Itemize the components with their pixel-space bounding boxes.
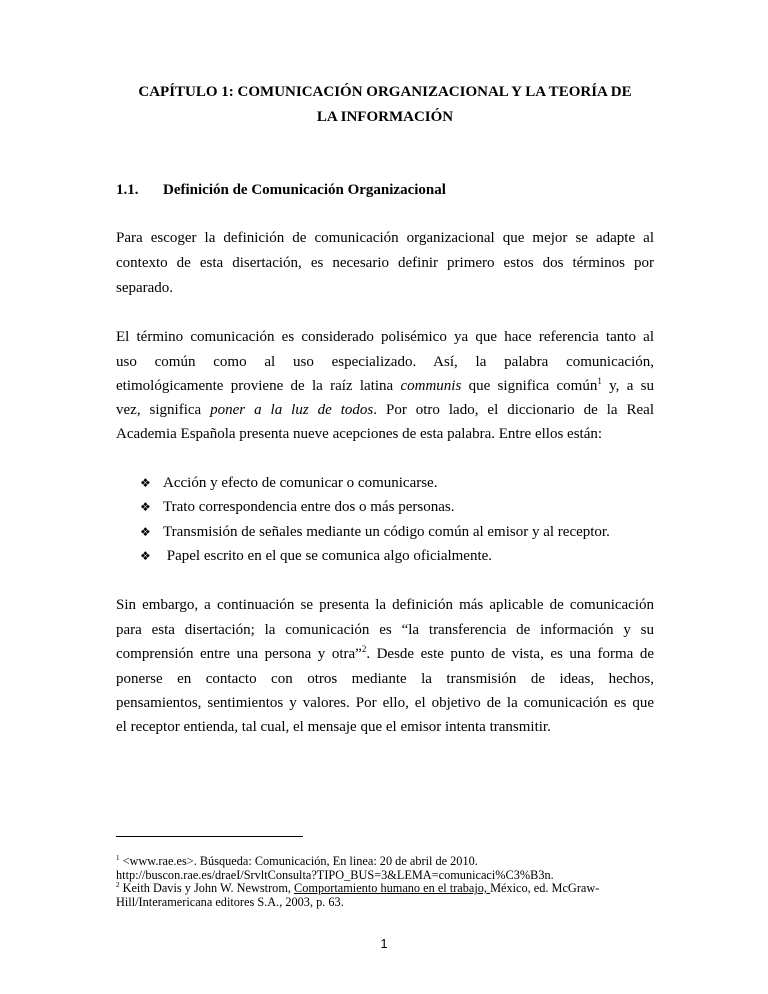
paragraph-line: ponerse en contacto con otros mediante la transmisión de ideas, hechos, [116, 671, 654, 687]
diamond-bullet-icon: ❖ [140, 500, 151, 514]
footnote-ref[interactable]: 1 [597, 376, 602, 386]
footnote-url[interactable]: http://buscon.rae.es/draeI/SrvltConsulta?TIPO_BUS=3&LEMA=comunicaci%C3%B3n. [116, 867, 554, 882]
list-item [140, 495, 454, 519]
italic-phrase: poner a la luz de todos [210, 402, 374, 418]
diamond-bullet-icon: ❖ [140, 476, 151, 490]
book-title: Comportamiento humano en el trabajo, [294, 881, 491, 895]
paragraph-line: uso común como al uso especializado. Así, la palabra comunicación, [116, 354, 654, 370]
footnote-separator [116, 836, 303, 837]
section-title: Definición de Comunicación Organizacional [163, 182, 446, 198]
footnote-1 [116, 855, 554, 882]
list-item-text: Transmisión de señales mediante un código común al emisor y al receptor. [163, 524, 610, 540]
paragraph-line: para esta disertación; la comunicación es “la transferencia de información y su [116, 622, 654, 638]
section-heading [116, 178, 654, 202]
paragraph-line [116, 374, 654, 398]
diamond-bullet-icon: ❖ [140, 525, 151, 539]
text: etimológicamente proviene de la raíz latina [116, 378, 401, 394]
list-item [140, 471, 437, 495]
latin-term: communis [400, 378, 462, 394]
list-item-text: Papel escrito en el que se comunica algo oficialmente. [163, 548, 493, 564]
paragraph-line: separado. [116, 280, 174, 296]
paragraph-line: contexto de esta disertación, es necesario definir primero estos dos términos por [116, 255, 654, 271]
paragraph-line: pensamientos, sentimientos y valores. Por ello, el objetivo de la comunicación es que [116, 695, 654, 711]
list-item-text: Acción y efecto de comunicar o comunicarse. [163, 475, 438, 491]
text: que significa común [461, 378, 598, 394]
footnote-number: 1 [116, 854, 120, 862]
chapter-title-line2: LA INFORMACIÓN [316, 109, 454, 125]
text: . Por otro lado, el diccionario de la Real [373, 402, 655, 418]
paragraph-line [116, 642, 654, 666]
footnote-2 [116, 882, 599, 909]
list-item [140, 520, 610, 544]
page-number: 1 [380, 936, 388, 951]
text: <www.rae.es>. Búsqueda: Comunicación, En linea: 20 de abril de 2010. [119, 854, 478, 868]
paragraph-line [116, 398, 654, 422]
paragraph-line: Academia Española presenta nueve acepciones de esta palabra. Entre ellos están: [116, 426, 603, 442]
section-number: 1.1. [116, 182, 139, 198]
paragraph-line: Sin embargo, a continuación se presenta la definición más aplicable de comunicación [116, 597, 654, 613]
paragraph-line: Para escoger la definición de comunicación organizacional que mejor se adapte al [116, 230, 654, 246]
diamond-bullet-icon: ❖ [140, 549, 151, 563]
text: y, a su [601, 378, 654, 394]
paragraph-line: el receptor entienda, tal cual, el mensaje que el emisor intenta transmitir. [116, 719, 551, 735]
text: México, ed. McGraw- [490, 881, 600, 895]
text: Hill/Interamericana editores S.A., 2003, p. 63. [116, 894, 344, 909]
text: vez, significa [116, 402, 211, 418]
footnote-number: 2 [116, 881, 120, 889]
list-item [140, 544, 492, 568]
text: . Desde este punto de vista, es una forma de [366, 646, 654, 662]
chapter-title: CAPÍTULO 1: COMUNICACIÓN ORGANIZACIONAL Y LA TEORÍA DE [138, 84, 632, 100]
text: comprensión entre una persona y otra” [116, 646, 362, 662]
list-item-text: Trato correspondencia entre dos o más personas. [163, 499, 455, 515]
paragraph-line: El término comunicación es considerado polisémico ya que hace referencia tanto al [116, 329, 654, 345]
footnote-ref[interactable]: 2 [361, 644, 367, 654]
text: Keith Davis y John W. Newstrom, [119, 881, 295, 895]
